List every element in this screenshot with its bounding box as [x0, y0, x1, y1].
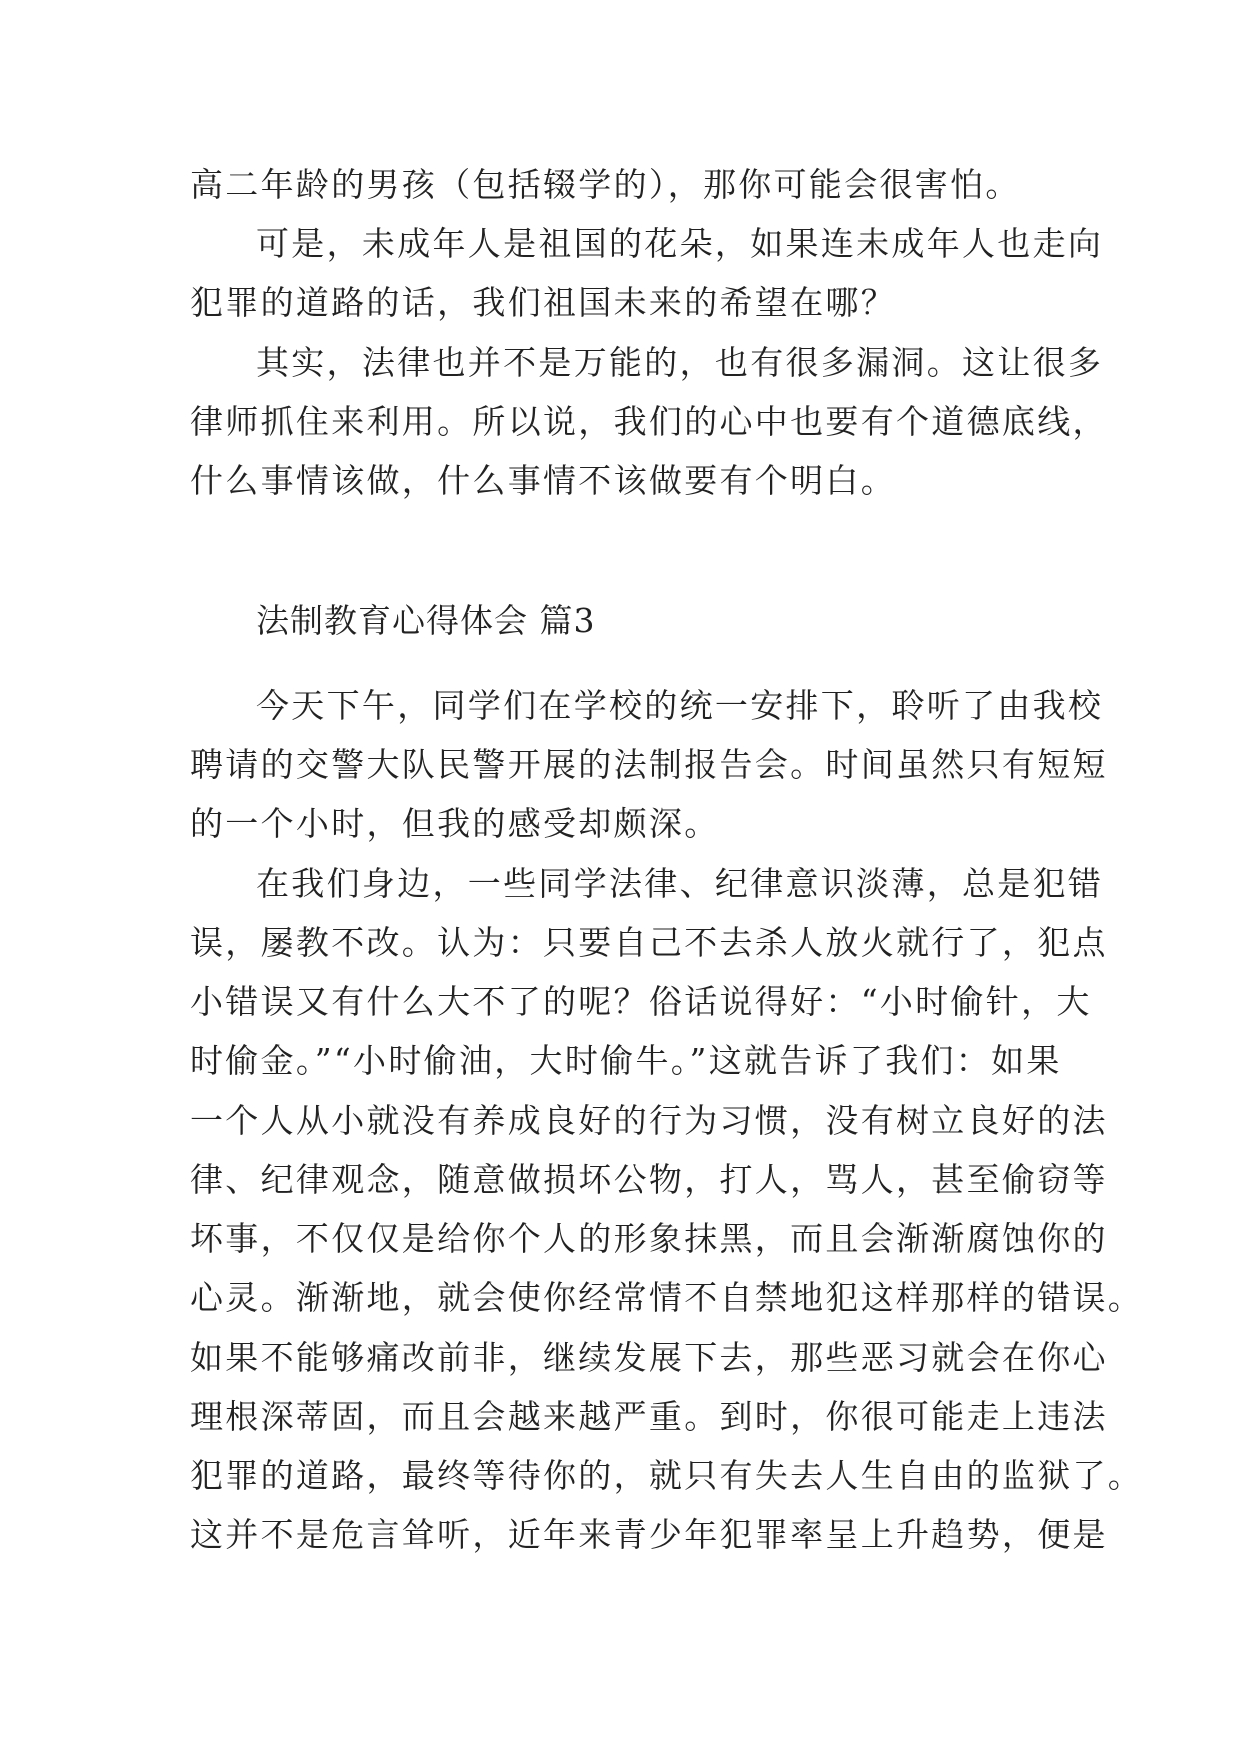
text-line: 高二年龄的男孩（包括辍学的），那你可能会很害怕。: [190, 165, 1021, 204]
text-line: 的一个小时，但我的感受却颇深。: [190, 804, 720, 843]
text-line: 误，屡教不改。认为：只要自己不去杀人放火就行了，犯点: [190, 923, 1108, 962]
text-line: 今天下午，同学们在学校的统一安排下，聆听了由我校: [256, 686, 1104, 725]
text-line: 什么事情该做，什么事情不该做要有个明白。: [190, 461, 896, 500]
text-line: 犯罪的道路，最终等待你的，就只有失去人生自由的监狱了。: [190, 1456, 1144, 1495]
text-line: 在我们身边，一些同学法律、纪律意识淡薄，总是犯错: [256, 864, 1104, 903]
text-line: 时偷金。”“小时偷油，大时偷牛。”这就告诉了我们：如果: [190, 1041, 1062, 1080]
text-line: 律、纪律观念，随意做损坏公物，打人，骂人，甚至偷窃等: [190, 1160, 1108, 1199]
text-line: 这并不是危言耸听，近年来青少年犯罪率呈上升趋势，便是: [190, 1515, 1108, 1554]
text-line: 理根深蒂固，而且会越来越严重。到时，你很可能走上违法: [190, 1397, 1108, 1436]
text-line: 心灵。渐渐地，就会使你经常情不自禁地犯这样那样的错误。: [190, 1278, 1144, 1317]
text-line: 一个人从小就没有养成良好的行为习惯，没有树立良好的法: [190, 1101, 1108, 1140]
text-line: 聘请的交警大队民警开展的法制报告会。时间虽然只有短短: [190, 745, 1108, 784]
text-line: 其实，法律也并不是万能的，也有很多漏洞。这让很多: [256, 343, 1104, 382]
text-line: 可是，未成年人是祖国的花朵，如果连未成年人也走向: [256, 224, 1104, 263]
section-heading: 法制教育心得体会 篇3: [256, 601, 596, 640]
text-line: 如果不能够痛改前非，继续发展下去，那些恶习就会在你心: [190, 1338, 1108, 1377]
text-line: 律师抓住来利用。所以说，我们的心中也要有个道德底线，: [190, 402, 1108, 441]
text-line: 小错误又有什么大不了的呢？俗话说得好：“小时偷针，大: [190, 982, 1092, 1021]
text-line: 犯罪的道路的话，我们祖国未来的希望在哪？: [190, 283, 896, 322]
text-line: 坏事，不仅仅是给你个人的形象抹黑，而且会渐渐腐蚀你的: [190, 1219, 1108, 1258]
